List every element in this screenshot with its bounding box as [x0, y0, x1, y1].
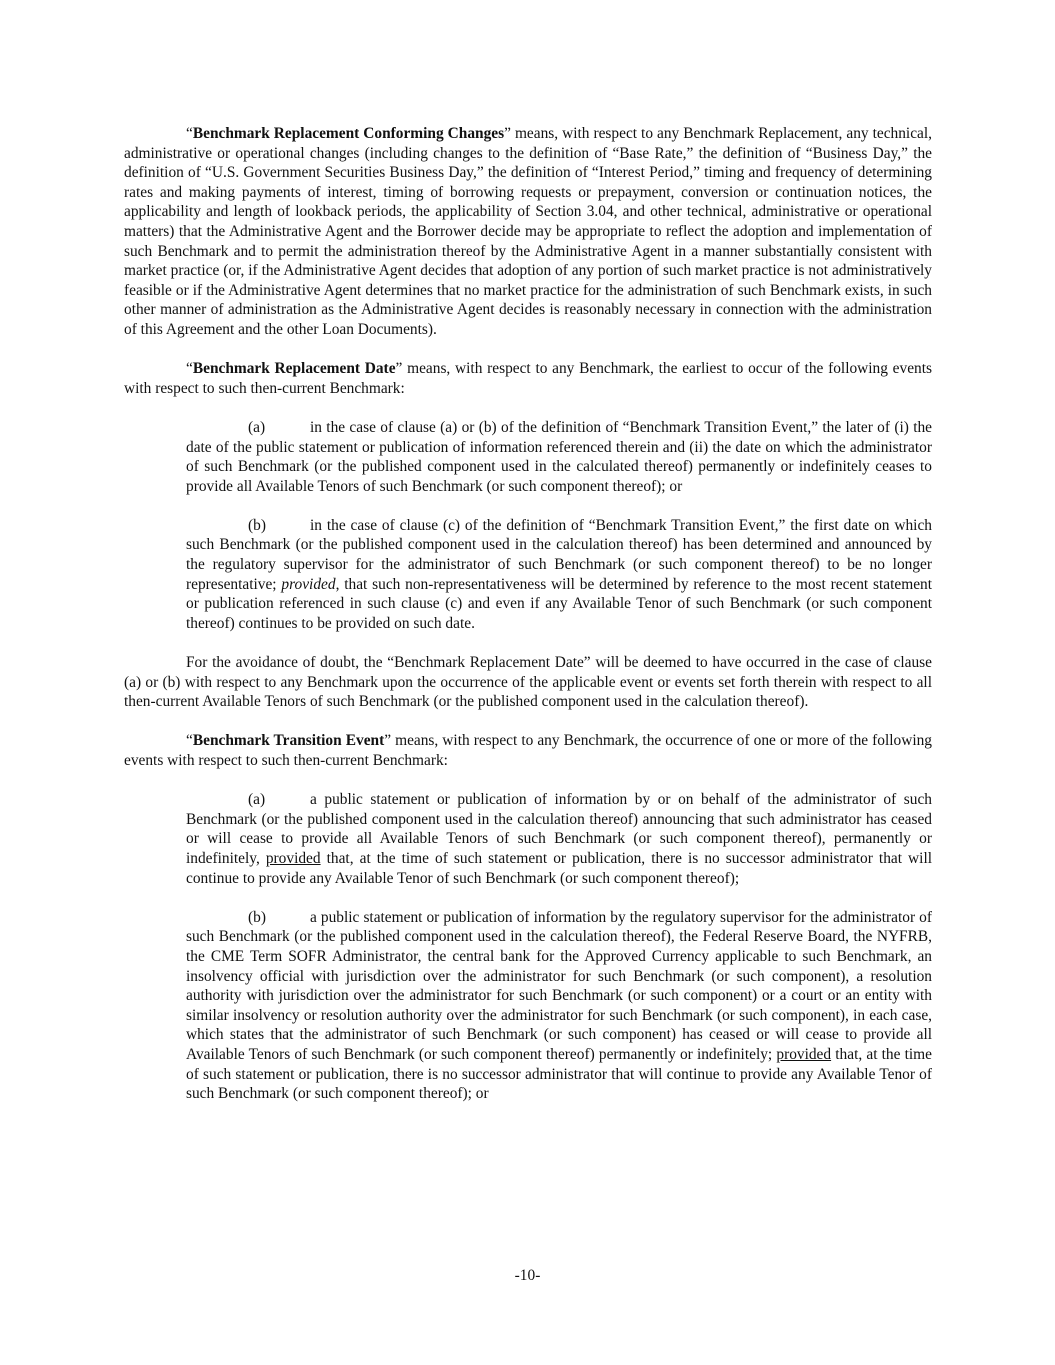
clause-text-continued: that, at the time of such statement or publication, there is no successor administrator that will continue to provide any Available Tenor of such Benchmark (or such component thereof);: [186, 849, 932, 887]
clause-text: in the case of clause (c) of the definition of “Benchmark Transition Event,” the first date on which such Benchmark (or the published component used in the calculation thereof) has been determined and announced by the regulatory supervisor for the administrator of such Benchmark (or such component thereof) to be no longer representative;: [186, 516, 932, 593]
underlined-provided: provided: [265, 849, 321, 867]
avoidance-of-doubt-paragraph: [124, 653, 932, 712]
definition-text: means, with respect to any Benchmark Replacement, any technical, administrative or operational changes (including changes to the definition of “Base Rate,” the definition of “Business Day,” the definition of “U.S. Government Securities Business Day,” the definition of “Interest Period,” timing and frequency of determining rates and making payments of interest, timing of borrowing requests or prepayment, conversion or continuation notices, the applicability and length of lookback periods, the applicability of Section 3.04, and other technical, administrative or operational matters) that the Administrative Agent and the Borrower decide may be appropriate to reflect the adoption and implementation of such Benchmark and to permit the administration thereof by the Administrative Agent in a manner substantially consistent with market practice (or, if the Administrative Agent decides that adoption of any portion of such market practice is not administratively feasible or if the Administrative Agent determines that no market practice for the administration of such Benchmark exists, in such other manner of administration as the Administrative Agent decides is reasonably necessary in connection with the administration of this Agreement and the other Loan Documents).: [124, 125, 932, 338]
clause-a-replacement-date: [186, 418, 932, 496]
definition-benchmark-replacement-date: “Benchmark Replacement Date” means, with respect to any Benchmark, the earliest to occur of the following events with respect to such then-current Benchmark:: [124, 360, 933, 397]
clause-b-transition-event: [186, 908, 932, 1104]
definition-text: means, with respect to any Benchmark, the occurrence of one or more of the following events with respect to such then-current Benchmark:: [124, 732, 932, 769]
clause-text: in the case of clause (a) or (b) of the definition of “Benchmark Transition Event,” the later of (i) the date of the public statement or publication of information referenced therein and (ii) the date on which the administrator of such Benchmark (or the published component used in the calculated thereof) permanently or indefinitely ceases to provide all Available Tenors of such Benchmark (or such component thereof); or: [186, 418, 932, 495]
definition-text: means, with respect to any Benchmark, the earliest to occur of the following events with respect to such then-current Benchmark:: [124, 360, 933, 397]
clause-text-continued: , that such non-representativeness will be determined by reference to the most recent statement or publication referenced in such clause (c) and even if any Available Tenor of such Benchmark (or such component thereof) continues to be provided on such date.: [186, 575, 932, 632]
definition-benchmark-replacement-conforming-changes: “Benchmark Replacement Conforming Changes” means, with respect to any Benchmark Replacement, any technical, administrative or operational changes (including changes to the definition of “Base Rate,” the definition of “Business Day,” the definition of “U.S. Government Securities Business Day,” the definition of “Interest Period,” timing and frequency of determining rates and making payments of interest, timing of borrowing requests or prepayment, conversion or continuation notices, the applicability and length of lookback periods, the applicability of Section 3.04, and other technical, administrative or operational matters) that the Administrative Agent and the Borrower decide may be appropriate to reflect the adoption and implementation of such Benchmark and to permit the administration thereof by the Administrative Agent in a manner substantially consistent with market practice (or, if the Administrative Agent decides that adoption of any portion of such market practice is not administratively feasible or if the Administrative Agent determines that no market practice for the administration of such Benchmark exists, in such other manner of administration as the Administrative Agent decides is reasonably necessary in connection with the administration of this Agreement and the other Loan Documents).: [124, 125, 932, 338]
clause-label: (a): [248, 791, 266, 809]
clause-text-continued: that, at the time of such statement or publication, there is no successor administrator that will continue to provide any Available Tenor of such Benchmark (or such component thereof); or: [186, 1045, 932, 1103]
clause-text: a public statement or publication of information by or on behalf of the administrator of such Benchmark (or the published component used in the calculation thereof) announcing that such administrator has ceased or will cease to provide all Available Tenors of such Benchmark (or such component thereof), permanently or indefinitely,: [186, 791, 932, 867]
defined-term: Benchmark Replacement Conforming Changes: [192, 125, 505, 142]
paragraph-text: For the avoidance of doubt, the “Benchmark Replacement Date” will be deemed to have occurred in the case of clause (a) or (b) with respect to any Benchmark upon the occurrence of the applicable event or events set forth therein with respect to all then-current Available Tenors of such Benchmark (or the published component used in the calculation thereof).: [124, 654, 932, 711]
underlined-provided: provided: [776, 1045, 832, 1063]
page-number: -10-: [514, 1267, 541, 1284]
emphasis-provided: provided: [281, 575, 336, 593]
clause-b-replacement-date: [186, 516, 932, 634]
document-body: [124, 124, 932, 1104]
definition-benchmark-transition-event: “Benchmark Transition Event” means, with respect to any Benchmark, the occurrence of one or more of the following events with respect to such then-current Benchmark:: [124, 732, 932, 769]
clause-text: a public statement or publication of information by the regulatory supervisor for the administrator of such Benchmark (or the published component used in the calculation thereof), the Federal Reserve Board, the NYFRB, the CME Term SOFR Administrator, the central bank for the Approved Currency applicable to such Benchmark, an insolvency official with jurisdiction over the administrator for such Benchmark (or such component), a resolution authority with jurisdiction over the administrator for such Benchmark (or such component) or a court or an entity with similar insolvency or resolution authority over the administrator for such Benchmark (or such component), in each case, which states that the administrator of such Benchmark (or such component) has ceased or will cease to provide all Available Tenors of such Benchmark (or such component thereof) permanently or indefinitely;: [186, 908, 932, 1063]
clause-label: (b): [248, 516, 266, 534]
defined-term: Benchmark Replacement Date: [192, 360, 396, 378]
clause-a-transition-event: [186, 790, 932, 888]
clause-label: (b): [248, 908, 266, 926]
defined-term: Benchmark Transition Event: [192, 732, 385, 750]
clause-label: (a): [248, 418, 266, 436]
